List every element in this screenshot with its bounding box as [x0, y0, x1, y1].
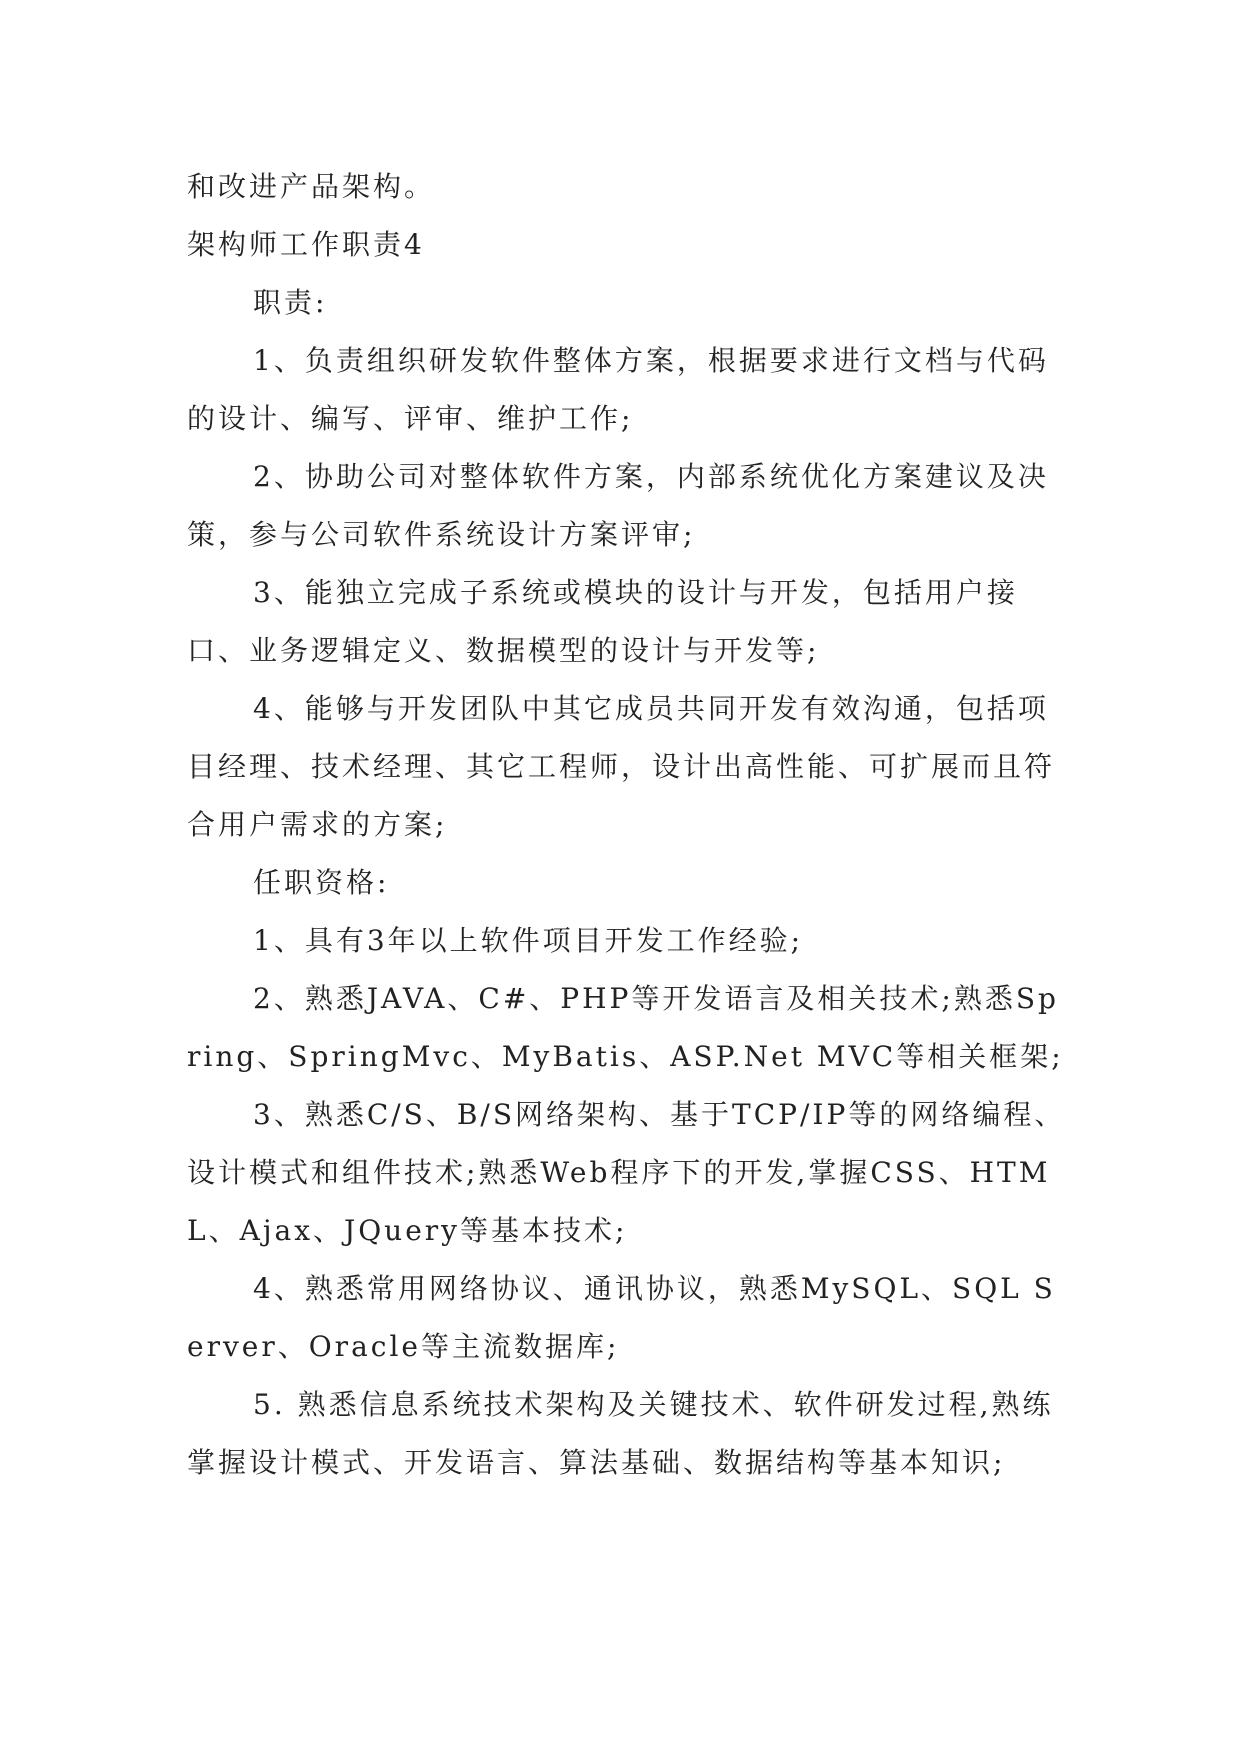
qualification-item-2: 2、熟悉JAVA、C#、PHP等开发语言及相关技术;熟悉Spring、SpringMvc、MyBatis、ASP.Net MVC等相关框架;	[187, 982, 1064, 1073]
subheading-responsibilities: 职责:	[253, 286, 328, 319]
responsibility-item-3: 3、能独立完成子系统或模块的设计与开发，包括用户接口、业务逻辑定义、数据模型的设计与开发等;	[187, 576, 1018, 667]
paragraph-continuation: 和改进产品架构。	[187, 170, 436, 203]
responsibility-item-4: 4、能够与开发团队中其它成员共同开发有效沟通，包括项目经理、技术经理、其它工程师，设计出高性能、可扩展而且符合用户需求的方案;	[187, 692, 1056, 841]
document-body	[187, 158, 1067, 1492]
qualification-item-5: 5. 熟悉信息系统技术架构及关键技术、软件研发过程,熟练掌握设计模式、开发语言、算法基础、数据结构等基本知识;	[187, 1388, 1054, 1479]
qualification-item-3: 3、熟悉C/S、B/S网络架构、基于TCP/IP等的网络编程、设计模式和组件技术;熟悉Web程序下的开发,掌握CSS、HTML、Ajax、JQuery等基本技术;	[187, 1098, 1066, 1247]
section-heading: 架构师工作职责4	[187, 228, 425, 261]
responsibility-item-2: 2、协助公司对整体软件方案，内部系统优化方案建议及决策，参与公司软件系统设计方案评审;	[187, 460, 1049, 551]
qualification-item-1: 1、具有3年以上软件项目开发工作经验;	[253, 924, 804, 957]
qualification-item-4: 4、熟悉常用网络协议、通讯协议，熟悉MySQL、SQL Server、Oracle等主流数据库;	[187, 1272, 1056, 1363]
subheading-qualifications: 任职资格:	[253, 866, 390, 899]
responsibility-item-1: 1、负责组织研发软件整体方案，根据要求进行文档与代码的设计、编写、评审、维护工作;	[187, 344, 1049, 435]
